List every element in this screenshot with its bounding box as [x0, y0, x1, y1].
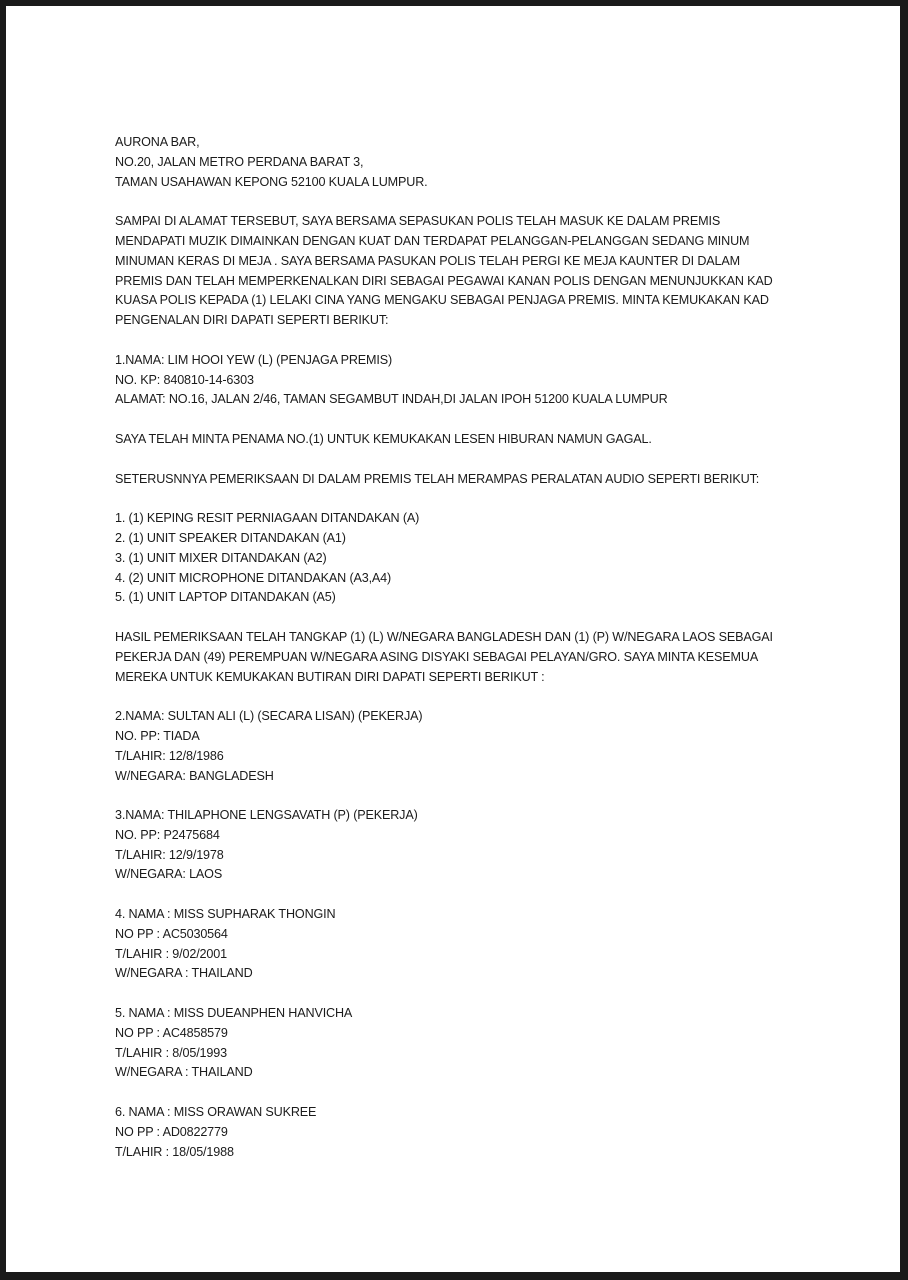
document-page — [6, 6, 900, 1272]
text-line: NO PP : AC5030564 — [115, 926, 228, 941]
text-line: 3. (1) UNIT MIXER DITANDAKAN (A2) — [115, 550, 327, 565]
paragraph — [115, 470, 815, 490]
text-line: 6. NAMA : MISS ORAWAN SUKREE — [115, 1105, 317, 1120]
text-line: W/NEGARA : THAILAND — [115, 966, 253, 981]
text-line: SAYA TELAH MINTA PENAMA NO.(1) UNTUK KEMUKAKAN LESEN HIBURAN NAMUN GAGAL. — [115, 431, 652, 446]
text-line: AURONA BAR, — [115, 135, 200, 149]
text-line: T/LAHIR : 18/05/1988 — [115, 1144, 234, 1159]
text-line: MENDAPATI MUZIK DIMAINKAN DENGAN KUAT DAN TERDAPAT PELANGGAN-PELANGGAN SEDANG MINUM — [115, 233, 750, 248]
paragraph — [115, 133, 815, 192]
paragraph — [115, 509, 815, 608]
text-line: T/LAHIR: 12/8/1986 — [115, 748, 224, 763]
text-line: W/NEGARA: BANGLADESH — [115, 768, 274, 783]
paragraph — [115, 628, 815, 687]
text-line: T/LAHIR : 9/02/2001 — [115, 946, 227, 961]
text-line: PREMIS DAN TELAH MEMPERKENALKAN DIRI SEBAGAI PEGAWAI KANAN POLIS DENGAN MENUNJUKKAN KAD — [115, 273, 773, 288]
text-line: KUASA POLIS KEPADA (1) LELAKI CINA YANG MENGAKU SEBAGAI PENJAGA PREMIS. MINTA KEMUKAKAN KAD — [115, 293, 769, 308]
paragraph — [115, 351, 815, 410]
text-line: SAMPAI DI ALAMAT TERSEBUT, SAYA BERSAMA SEPASUKAN POLIS TELAH MASUK KE DALAM PREMIS — [115, 214, 721, 229]
text-line: 2.NAMA: SULTAN ALI (L) (SECARA LISAN) (PEKERJA) — [115, 709, 423, 724]
paragraph — [115, 430, 815, 450]
text-line: HASIL PEMERIKSAAN TELAH TANGKAP (1) (L) W/NEGARA BANGLADESH DAN (1) (P) W/NEGARA LAOS SEBAGAI — [115, 629, 773, 644]
text-line: MEREKA UNTUK KEMUKAKAN BUTIRAN DIRI DAPATI SEPERTI BERIKUT : — [115, 669, 545, 684]
paragraph — [115, 212, 815, 331]
text-line: SETERUSNNYA PEMERIKSAAN DI DALAM PREMIS TELAH MERAMPAS PERALATAN AUDIO SEPERTI BERIKUT: — [115, 471, 760, 486]
paragraph — [115, 707, 815, 786]
document-body — [115, 133, 815, 1182]
text-line: 1. (1) KEPING RESIT PERNIAGAAN DITANDAKAN (A) — [115, 511, 420, 526]
text-line: PEKERJA DAN (49) PEREMPUAN W/NEGARA ASING DISYAKI SEBAGAI PELAYAN/GRO. SAYA MINTA KESEMUA — [115, 649, 759, 664]
text-line: NO. PP: P2475684 — [115, 827, 220, 842]
paragraph — [115, 1103, 815, 1162]
paragraph — [115, 1004, 815, 1083]
text-line: PENGENALAN DIRI DAPATI SEPERTI BERIKUT: — [115, 313, 389, 328]
text-line: NO. KP: 840810-14-6303 — [115, 372, 254, 387]
text-line: 1.NAMA: LIM HOOI YEW (L) (PENJAGA PREMIS) — [115, 352, 393, 367]
text-line: NO PP : AD0822779 — [115, 1124, 228, 1139]
text-line: 4. (2) UNIT MICROPHONE DITANDAKAN (A3,A4) — [115, 570, 392, 585]
text-line: 4. NAMA : MISS SUPHARAK THONGIN — [115, 907, 336, 922]
paragraph — [115, 905, 815, 984]
paragraph — [115, 806, 815, 885]
text-line: NO PP : AC4858579 — [115, 1025, 228, 1040]
text-line: 5. NAMA : MISS DUEANPHEN HANVICHA — [115, 1006, 353, 1021]
text-line: NO.20, JALAN METRO PERDANA BARAT 3, — [115, 154, 364, 169]
text-line: NO. PP: TIADA — [115, 728, 200, 743]
text-line: T/LAHIR : 8/05/1993 — [115, 1045, 227, 1060]
text-line: MINUMAN KERAS DI MEJA . SAYA BERSAMA PASUKAN POLIS TELAH PERGI KE MEJA KAUNTER DI DALAM — [115, 253, 740, 268]
text-line: 5. (1) UNIT LAPTOP DITANDAKAN (A5) — [115, 590, 336, 605]
text-line: TAMAN USAHAWAN KEPONG 52100 KUALA LUMPUR. — [115, 174, 428, 189]
text-line: 3.NAMA: THILAPHONE LENGSAVATH (P) (PEKERJA) — [115, 808, 418, 823]
text-line: W/NEGARA: LAOS — [115, 867, 223, 882]
text-line: T/LAHIR: 12/9/1978 — [115, 847, 224, 862]
text-line: W/NEGARA : THAILAND — [115, 1065, 253, 1080]
text-line: ALAMAT: NO.16, JALAN 2/46, TAMAN SEGAMBUT INDAH,DI JALAN IPOH 51200 KUALA LUMPUR — [115, 392, 668, 407]
text-line: 2. (1) UNIT SPEAKER DITANDAKAN (A1) — [115, 530, 346, 545]
